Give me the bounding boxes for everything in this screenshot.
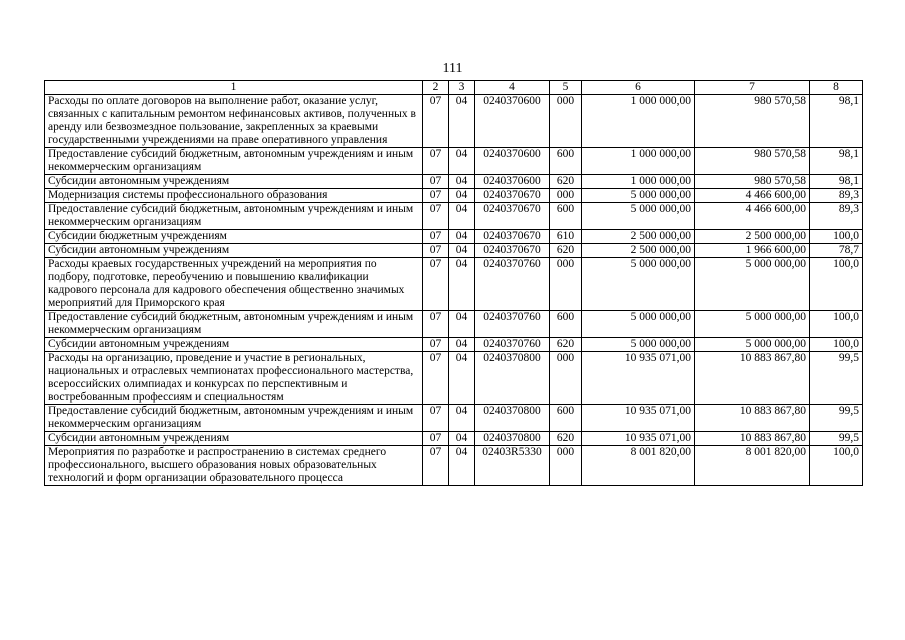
actual-amount: 10 883 867,80 bbox=[695, 405, 810, 432]
target-article-code: 0240370670 bbox=[475, 230, 550, 244]
table-row bbox=[45, 446, 863, 486]
planned-amount: 5 000 000,00 bbox=[582, 311, 695, 338]
execution-percent: 100,0 bbox=[810, 311, 863, 338]
expense-type-code: 600 bbox=[550, 203, 582, 230]
subsection-code: 04 bbox=[449, 175, 475, 189]
table-row bbox=[45, 338, 863, 352]
row-description: Расходы краевых государственных учреждений на мероприятия по подбору, подготовке, переобучению и повышению квалификации кадрового персонала для кадрового обеспечения общественно значимых мероприятий для Приморского края bbox=[45, 258, 423, 311]
column-header: 2 bbox=[423, 81, 449, 95]
table-row bbox=[45, 432, 863, 446]
row-description: Субсидии бюджетным учреждениям bbox=[45, 230, 423, 244]
execution-percent: 99,5 bbox=[810, 405, 863, 432]
subsection-code: 04 bbox=[449, 446, 475, 486]
planned-amount: 5 000 000,00 bbox=[582, 203, 695, 230]
subsection-code: 04 bbox=[449, 405, 475, 432]
expense-type-code: 000 bbox=[550, 95, 582, 148]
section-code: 07 bbox=[423, 311, 449, 338]
actual-amount: 980 570,58 bbox=[695, 175, 810, 189]
column-header: 7 bbox=[695, 81, 810, 95]
expense-type-code: 600 bbox=[550, 311, 582, 338]
execution-percent: 98,1 bbox=[810, 95, 863, 148]
target-article-code: 0240370760 bbox=[475, 258, 550, 311]
table-row bbox=[45, 189, 863, 203]
actual-amount: 980 570,58 bbox=[695, 95, 810, 148]
target-article-code: 0240370670 bbox=[475, 244, 550, 258]
column-header: 6 bbox=[582, 81, 695, 95]
budget-table bbox=[44, 80, 863, 486]
expense-type-code: 600 bbox=[550, 148, 582, 175]
actual-amount: 10 883 867,80 bbox=[695, 432, 810, 446]
subsection-code: 04 bbox=[449, 258, 475, 311]
execution-percent: 100,0 bbox=[810, 338, 863, 352]
row-description: Субсидии автономным учреждениям bbox=[45, 338, 423, 352]
section-code: 07 bbox=[423, 230, 449, 244]
planned-amount: 10 935 071,00 bbox=[582, 352, 695, 405]
planned-amount: 5 000 000,00 bbox=[582, 189, 695, 203]
expense-type-code: 620 bbox=[550, 432, 582, 446]
row-description: Предоставление субсидий бюджетным, автономным учреждениям и иным некоммерческим организациям bbox=[45, 203, 423, 230]
column-header: 5 bbox=[550, 81, 582, 95]
expense-type-code: 620 bbox=[550, 338, 582, 352]
subsection-code: 04 bbox=[449, 338, 475, 352]
table-row bbox=[45, 95, 863, 148]
subsection-code: 04 bbox=[449, 432, 475, 446]
row-description: Предоставление субсидий бюджетным, автономным учреждениям и иным некоммерческим организациям bbox=[45, 148, 423, 175]
planned-amount: 10 935 071,00 bbox=[582, 432, 695, 446]
table-row bbox=[45, 311, 863, 338]
table-row bbox=[45, 244, 863, 258]
column-header: 8 bbox=[810, 81, 863, 95]
row-description: Субсидии автономным учреждениям bbox=[45, 432, 423, 446]
row-description: Модернизация системы профессионального образования bbox=[45, 189, 423, 203]
target-article-code: 0240370670 bbox=[475, 203, 550, 230]
planned-amount: 5 000 000,00 bbox=[582, 258, 695, 311]
execution-percent: 78,7 bbox=[810, 244, 863, 258]
row-description: Мероприятия по разработке и распространению в системах среднего профессионального, высшего образования новых образовательных технологий и форм организации образовательного процесса bbox=[45, 446, 423, 486]
expense-type-code: 610 bbox=[550, 230, 582, 244]
row-description: Субсидии автономным учреждениям bbox=[45, 244, 423, 258]
table-row bbox=[45, 203, 863, 230]
section-code: 07 bbox=[423, 352, 449, 405]
row-description: Предоставление субсидий бюджетным, автономным учреждениям и иным некоммерческим организациям bbox=[45, 311, 423, 338]
planned-amount: 5 000 000,00 bbox=[582, 338, 695, 352]
execution-percent: 89,3 bbox=[810, 189, 863, 203]
table-row bbox=[45, 175, 863, 189]
actual-amount: 5 000 000,00 bbox=[695, 258, 810, 311]
target-article-code: 02403R5330 bbox=[475, 446, 550, 486]
target-article-code: 0240370800 bbox=[475, 352, 550, 405]
planned-amount: 10 935 071,00 bbox=[582, 405, 695, 432]
table-row bbox=[45, 148, 863, 175]
target-article-code: 0240370760 bbox=[475, 311, 550, 338]
planned-amount: 2 500 000,00 bbox=[582, 244, 695, 258]
section-code: 07 bbox=[423, 95, 449, 148]
section-code: 07 bbox=[423, 148, 449, 175]
table-row bbox=[45, 405, 863, 432]
row-description: Расходы на организацию, проведение и участие в региональных, национальных и отраслевых чемпионатах профессионального мастерства, всероссийских олимпиадах и конкурсах по перспективным и востребованным профессиям и специальностям bbox=[45, 352, 423, 405]
execution-percent: 100,0 bbox=[810, 258, 863, 311]
section-code: 07 bbox=[423, 244, 449, 258]
target-article-code: 0240370600 bbox=[475, 95, 550, 148]
section-code: 07 bbox=[423, 432, 449, 446]
section-code: 07 bbox=[423, 338, 449, 352]
subsection-code: 04 bbox=[449, 352, 475, 405]
expense-type-code: 600 bbox=[550, 405, 582, 432]
expense-type-code: 000 bbox=[550, 189, 582, 203]
section-code: 07 bbox=[423, 175, 449, 189]
expense-type-code: 000 bbox=[550, 258, 582, 311]
subsection-code: 04 bbox=[449, 230, 475, 244]
execution-percent: 99,5 bbox=[810, 352, 863, 405]
execution-percent: 98,1 bbox=[810, 148, 863, 175]
section-code: 07 bbox=[423, 258, 449, 311]
actual-amount: 8 001 820,00 bbox=[695, 446, 810, 486]
subsection-code: 04 bbox=[449, 189, 475, 203]
actual-amount: 5 000 000,00 bbox=[695, 338, 810, 352]
target-article-code: 0240370600 bbox=[475, 175, 550, 189]
table-row bbox=[45, 258, 863, 311]
column-header: 3 bbox=[449, 81, 475, 95]
execution-percent: 99,5 bbox=[810, 432, 863, 446]
subsection-code: 04 bbox=[449, 148, 475, 175]
actual-amount: 5 000 000,00 bbox=[695, 311, 810, 338]
planned-amount: 1 000 000,00 bbox=[582, 148, 695, 175]
target-article-code: 0240370760 bbox=[475, 338, 550, 352]
column-header: 4 bbox=[475, 81, 550, 95]
table-row bbox=[45, 230, 863, 244]
section-code: 07 bbox=[423, 189, 449, 203]
subsection-code: 04 bbox=[449, 203, 475, 230]
expense-type-code: 000 bbox=[550, 446, 582, 486]
execution-percent: 98,1 bbox=[810, 175, 863, 189]
section-code: 07 bbox=[423, 405, 449, 432]
subsection-code: 04 bbox=[449, 95, 475, 148]
actual-amount: 4 466 600,00 bbox=[695, 189, 810, 203]
target-article-code: 0240370800 bbox=[475, 405, 550, 432]
expense-type-code: 000 bbox=[550, 352, 582, 405]
expense-type-code: 620 bbox=[550, 175, 582, 189]
target-article-code: 0240370670 bbox=[475, 189, 550, 203]
section-code: 07 bbox=[423, 203, 449, 230]
table-row bbox=[45, 352, 863, 405]
actual-amount: 10 883 867,80 bbox=[695, 352, 810, 405]
planned-amount: 2 500 000,00 bbox=[582, 230, 695, 244]
target-article-code: 0240370600 bbox=[475, 148, 550, 175]
row-description: Предоставление субсидий бюджетным, автономным учреждениям и иным некоммерческим организациям bbox=[45, 405, 423, 432]
actual-amount: 4 466 600,00 bbox=[695, 203, 810, 230]
execution-percent: 89,3 bbox=[810, 203, 863, 230]
row-description: Расходы по оплате договоров на выполнение работ, оказание услуг, связанных с капитальным ремонтом нефинансовых активов, полученных в аренду или безвозмездное пользование, закрепленных за краевыми государственными учреждениями на праве оперативного управления bbox=[45, 95, 423, 148]
execution-percent: 100,0 bbox=[810, 230, 863, 244]
actual-amount: 980 570,58 bbox=[695, 148, 810, 175]
row-description: Субсидии автономным учреждениям bbox=[45, 175, 423, 189]
header-row bbox=[45, 81, 863, 95]
planned-amount: 1 000 000,00 bbox=[582, 175, 695, 189]
actual-amount: 2 500 000,00 bbox=[695, 230, 810, 244]
actual-amount: 1 966 600,00 bbox=[695, 244, 810, 258]
target-article-code: 0240370800 bbox=[475, 432, 550, 446]
planned-amount: 1 000 000,00 bbox=[582, 95, 695, 148]
planned-amount: 8 001 820,00 bbox=[582, 446, 695, 486]
expense-type-code: 620 bbox=[550, 244, 582, 258]
page-number: 111 bbox=[442, 61, 463, 76]
subsection-code: 04 bbox=[449, 311, 475, 338]
subsection-code: 04 bbox=[449, 244, 475, 258]
column-header: 1 bbox=[45, 81, 423, 95]
section-code: 07 bbox=[423, 446, 449, 486]
execution-percent: 100,0 bbox=[810, 446, 863, 486]
